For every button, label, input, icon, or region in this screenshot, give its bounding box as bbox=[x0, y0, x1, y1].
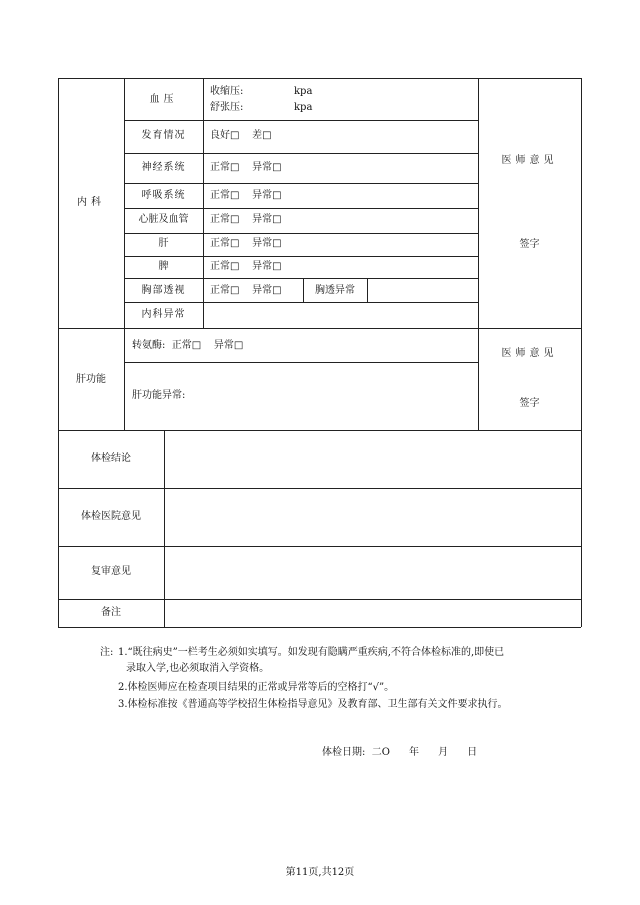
remarks-label: 备注 bbox=[101, 607, 121, 618]
row-value-xray: 正常□ 异常□ bbox=[210, 285, 282, 296]
row-value-respiratory: 正常□ 异常□ bbox=[210, 190, 282, 201]
row-label-spleen: 脾 bbox=[158, 261, 169, 272]
row-value-spleen: 正常□ 异常□ bbox=[210, 261, 282, 272]
page-footer: 第11页,共12页 bbox=[285, 867, 355, 878]
diastolic-label: 舒张压: bbox=[210, 102, 244, 113]
conclusion-label: 体检结论 bbox=[91, 453, 131, 464]
review-opinion-label: 复审意见 bbox=[91, 566, 131, 577]
note-line-3: 3.体检标准按《普通高等学校招生体检指导意见》及教育部、卫生部有关文件要求执行。 bbox=[118, 699, 508, 710]
row-label-nervous: 神经系统 bbox=[141, 162, 186, 173]
row-value-liver: 正常□ 异常□ bbox=[210, 238, 282, 249]
row-label-development: 发育情况 bbox=[141, 130, 186, 141]
note-line-1: 1.“既往病史”一栏考生必须如实填写。如发现有隐瞒严重疾病,不符合体检标准的,即使已 bbox=[118, 647, 505, 658]
internal-abnormal-label: 内科异常 bbox=[141, 309, 186, 320]
row-label-xray: 胸部透视 bbox=[141, 285, 186, 296]
note-line-1b: 录取入学,也必须取消入学资格。 bbox=[126, 663, 270, 674]
liver-abnormal-label: 肝功能异常: bbox=[132, 390, 186, 401]
note-line-2: 2.体检医师应在检查项目结果的正常或异常等后的空格打“√”。 bbox=[118, 682, 395, 693]
enzyme-value: 转氨酶: 正常□ 异常□ bbox=[132, 340, 244, 351]
exam-date: 体检日期: 二O 年 月 日 bbox=[322, 747, 478, 758]
row-value-nervous: 正常□ 异常□ bbox=[210, 162, 282, 173]
liver-signature: 签字 bbox=[519, 398, 540, 409]
systolic-label: 收缩压: bbox=[210, 86, 244, 97]
row-value-heart: 正常□ 异常□ bbox=[210, 214, 282, 225]
notes-label: 注: bbox=[100, 647, 114, 658]
row-label-liver: 肝 bbox=[158, 238, 169, 249]
liver-doctor-opinion: 医师意见 bbox=[501, 348, 558, 359]
row-label-respiratory: 呼吸系统 bbox=[141, 190, 186, 201]
row-label-heart: 心脏及血管 bbox=[138, 214, 189, 225]
liver-section-label: 肝功能 bbox=[76, 374, 106, 385]
internal-signature: 签字 bbox=[519, 239, 540, 250]
systolic-unit: kpa bbox=[294, 86, 313, 97]
internal-section-label: 内科 bbox=[77, 197, 105, 208]
bp-label: 血压 bbox=[149, 94, 178, 105]
diastolic-unit: kpa bbox=[294, 102, 313, 113]
xray-abnormal-label: 胸透异常 bbox=[315, 285, 355, 296]
hospital-opinion-label: 体检医院意见 bbox=[81, 511, 141, 522]
row-value-development: 良好□ 差□ bbox=[210, 130, 272, 141]
internal-doctor-opinion: 医师意见 bbox=[501, 155, 558, 166]
